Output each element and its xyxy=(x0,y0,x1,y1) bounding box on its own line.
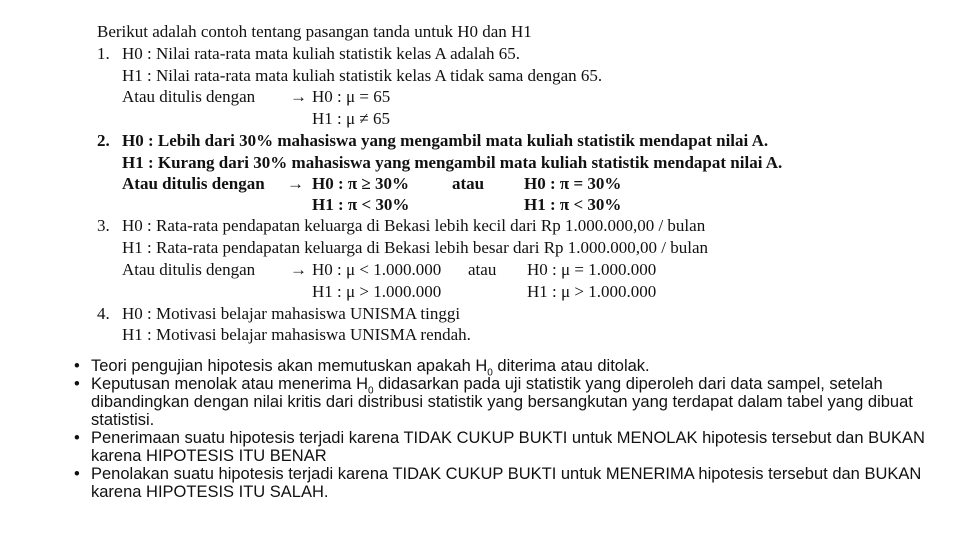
example-1-formula-h1: H1 : μ ≠ 65 xyxy=(312,109,390,128)
example-3-alt-h0: H0 : μ = 1.000.000 xyxy=(527,260,657,279)
example-2-alt-h0: H0 : π = 30% xyxy=(524,174,622,193)
example-1-formula-h0: H0 : μ = 65 xyxy=(312,87,391,106)
example-1-arrow: → xyxy=(290,87,307,106)
example-3-written-label: Atau ditulis dengan xyxy=(122,260,256,279)
example-1-number: 1. xyxy=(97,44,110,63)
example-3-h0: H0 : Rata-rata pendapatan keluarga di Bekasi lebih kecil dari Rp 1.000.000,00 / bulan xyxy=(122,216,706,235)
example-1-h1: H1 : Nilai rata-rata mata kuliah statistik kelas A tidak sama dengan 65. xyxy=(122,66,603,85)
example-3-alt-h1: H1 : μ > 1.000.000 xyxy=(527,282,657,301)
example-2-formula-h1: H1 : π < 30% xyxy=(312,195,410,214)
example-3-arrow: → xyxy=(290,260,307,279)
example-4-number: 4. xyxy=(97,304,110,323)
bullet-item: • Keputusan menolak atau menerima $H_0$ didasarkan pada uji statistik yang diperoleh dari data sampel, setelah dibandingkan dengan nilai kritis dari distribusi statistik yang bersangkutan yang terdapat dalam tabel yang dibuat statistisi. xyxy=(74,375,934,429)
example-2-arrow: → xyxy=(287,174,304,193)
example-3-formula-h1: H1 : μ > 1.000.000 xyxy=(312,282,442,301)
example-2-alt-h1: H1 : π < 30% xyxy=(524,195,622,214)
example-2-h0: H0 : Lebih dari 30% mahasiswa yang mengambil mata kuliah statistik mendapat nilai A. xyxy=(122,131,769,150)
example-2-written-label: Atau ditulis dengan xyxy=(122,174,265,193)
example-3-formula-h0: H0 : μ < 1.000.000 xyxy=(312,260,442,279)
bullet-item: • Teori pengujian hipotesis akan memutuskan apakah $H_0$ diterima atau ditolak. xyxy=(74,357,934,375)
example-2-number: 2. xyxy=(97,131,110,150)
example-2-atau: atau xyxy=(452,174,485,193)
example-2-h1: H1 : Kurang dari 30% mahasiswa yang mengambil mata kuliah statistik mendapat nilai A. xyxy=(122,153,783,172)
example-1-h0: H0 : Nilai rata-rata mata kuliah statistik kelas A adalah 65. xyxy=(122,44,520,63)
example-3-number: 3. xyxy=(97,216,110,235)
example-1-written-label: Atau ditulis dengan xyxy=(122,87,256,106)
example-3-atau: atau xyxy=(468,260,497,279)
example-3-h1: H1 : Rata-rata pendapatan keluarga di Bekasi lebih besar dari Rp 1.000.000,00 / bulan xyxy=(122,238,709,257)
example-2-formula-h0: H0 : π ≥ 30% xyxy=(312,174,410,193)
bullet-list xyxy=(74,357,934,501)
example-4-h1: H1 : Motivasi belajar mahasiswa UNISMA rendah. xyxy=(122,325,471,344)
bullet-item: • Penolakan suatu hipotesis terjadi karena TIDAK CUKUP BUKTI untuk MENERIMA hipotesis tersebut dan BUKAN karena HIPOTESIS ITU SALAH. xyxy=(74,465,934,501)
bullet-item: • Penerimaan suatu hipotesis terjadi karena TIDAK CUKUP BUKTI untuk MENOLAK hipotesis tersebut dan BUKAN karena HIPOTESIS ITU BENAR xyxy=(74,429,934,465)
intro-line: Berikut adalah contoh tentang pasangan tanda untuk H0 dan H1 xyxy=(97,22,532,41)
example-4-h0: H0 : Motivasi belajar mahasiswa UNISMA tinggi xyxy=(122,304,461,323)
